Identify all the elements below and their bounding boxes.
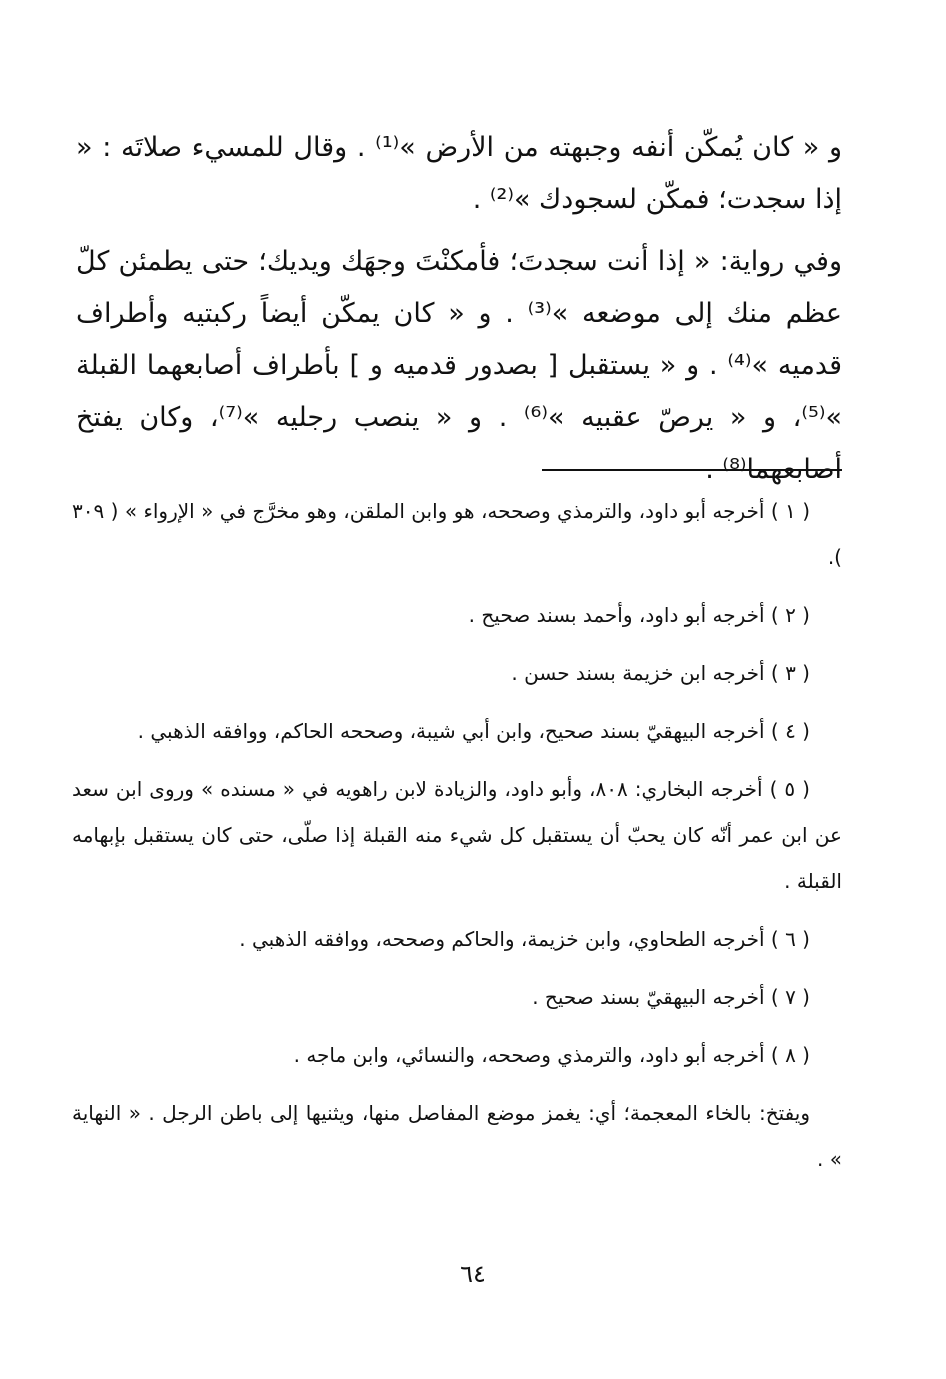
footnote-2: ( ٢ ) أخرجه أبو داود، وأحمد بسند صحيح . [468, 603, 810, 627]
footnote-1: ( ١ ) أخرجه أبو داود، والترمذي وصححه، هو وابن الملقن، وهو مخرَّج في « الإرواء » ( ٣٠٩ ). [72, 499, 842, 569]
main-text [76, 122, 842, 496]
footnote-7: ( ٧ ) أخرجه البيهقيّ بسند صحيح . [532, 985, 810, 1009]
footnotes [72, 488, 842, 1194]
paragraph-2: وفي رواية: « إذا أنت سجدتَ؛ فأمكنْتَ وجهَك ويديك؛ حتى يطمئن كلّ عظم منك إلى موضعه »⁽³⁾ . و « كان يمكّن أيضاً ركبتيه وأطراف قدميه »⁽⁴⁾ . و « يستقبل [ بصدور قدميه و ] بأطراف أصابعهما القبلة »⁽⁵⁾، و « يرصّ عقبيه »⁽⁶⁾ . و « ينصب رجليه »⁽⁷⁾، وكان يفتخ أصابعهما⁽⁸⁾ . [76, 246, 843, 485]
paragraph-1: و « كان يُمكّن أنفه وجبهته من الأرض »⁽¹⁾ . وقال للمسيء صلاتَه : « إذا سجدت؛ فمكّن لسجودك »⁽²⁾ . [76, 132, 843, 215]
footnote-divider [542, 469, 842, 471]
footnote-gloss: ويفتخ: بالخاء المعجمة؛ أي: يغمز موضع المفاصل منها، ويثنيها إلى باطن الرجل . « النهاية » . [72, 1101, 842, 1171]
footnote-3: ( ٣ ) أخرجه ابن خزيمة بسند حسن . [511, 661, 810, 685]
page-number: ٦٤ [460, 1260, 486, 1288]
footnote-6: ( ٦ ) أخرجه الطحاوي، وابن خزيمة، والحاكم وصححه، ووافقه الذهبي . [239, 927, 810, 951]
footnote-5: ( ٥ ) أخرجه البخاري: ٨٠٨، وأبو داود، والزيادة لابن راهويه في « مسنده » وروى ابن سعد عن ابن عمر أنّه كان يحبّ أن يستقبل كل شيء منه القبلة إذا صلّى، حتى كان يستقبل بإبهامه القبلة . [72, 777, 842, 893]
footnote-8: ( ٨ ) أخرجه أبو داود، والترمذي وصححه، والنسائي، وابن ماجه . [293, 1043, 810, 1067]
footnote-4: ( ٤ ) أخرجه البيهقيّ بسند صحيح، وابن أبي شيبة، وصححه الحاكم، ووافقه الذهبي . [137, 719, 810, 743]
